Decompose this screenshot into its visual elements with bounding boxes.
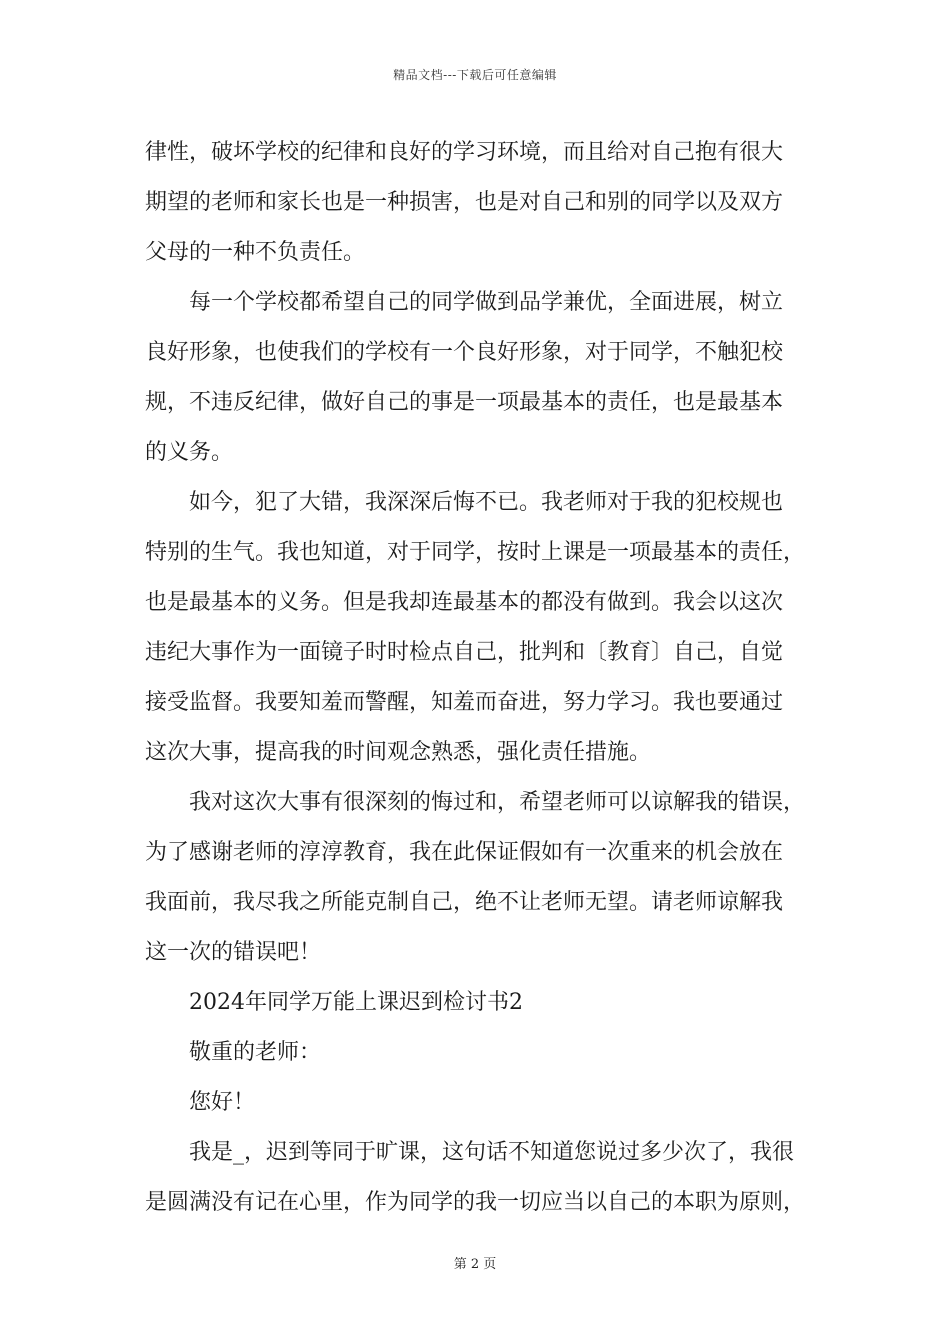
text-line: 为了感谢老师的淳淳教育，我在此保证假如有一次重来的机会放在 [145,840,784,865]
paragraph-first-line: 如今，犯了大错，我深深后悔不已。我老师对于我的犯校规也 [189,490,784,515]
text-line: 父母的一种不负责任。 [145,240,366,265]
text-line: 这一次的错误吧！ [145,940,322,965]
paragraph-first-line: 每一个学校都希望自己的同学做到品学兼优，全面进展，树立 [189,290,784,315]
page-number: 第 2 页 [453,1257,497,1272]
paragraph-first-line: 我是_，迟到等同于旷课，这句话不知道您说过多少次了，我很 [189,1140,795,1165]
document-body [145,128,815,1228]
salutation: 敬重的老师： [189,1040,322,1065]
section-title: 2024年同学万能上课迟到检讨书2 [189,990,523,1015]
text-line: 特别的生气。我也知道，对于同学，按时上课是一项最基本的责任， [145,540,806,565]
page-header: 精品文档---下载后可任意编辑 [393,68,557,82]
text-line: 良好形象，也使我们的学校有一个良好形象，对于同学，不触犯校 [145,340,784,365]
greeting: 您好！ [189,1090,256,1115]
text-line: 规，不违反纪律，做好自己的事是一项最基本的责任，也是最基本 [145,390,784,415]
text-line: 这次大事，提高我的时间观念熟悉，强化责任措施。 [145,740,652,765]
text-line: 我面前，我尽我之所能克制自己，绝不让老师无望。请老师谅解我 [145,890,784,915]
text-line: 的义务。 [145,440,234,465]
text-line: 期望的老师和家长也是一种损害，也是对自己和别的同学以及双方 [145,190,784,215]
text-line: 律性，破坏学校的纪律和良好的学习环境，而且给对自己抱有很大 [145,140,784,165]
paragraph-first-line: 我对这次大事有很深刻的悔过和，希望老师可以谅解我的错误， [189,790,806,815]
text-line: 违纪大事作为一面镜子时时检点自己，批判和〔教育〕自己，自觉 [145,640,784,665]
text-line: 也是最基本的义务。但是我却连最基本的都没有做到。我会以这次 [145,590,784,615]
text-line: 是圆满没有记在心里，作为同学的我一切应当以自己的本职为原则， [145,1190,806,1215]
text-line: 接受监督。我要知羞而警醒，知羞而奋进，努力学习。我也要通过 [145,690,784,715]
